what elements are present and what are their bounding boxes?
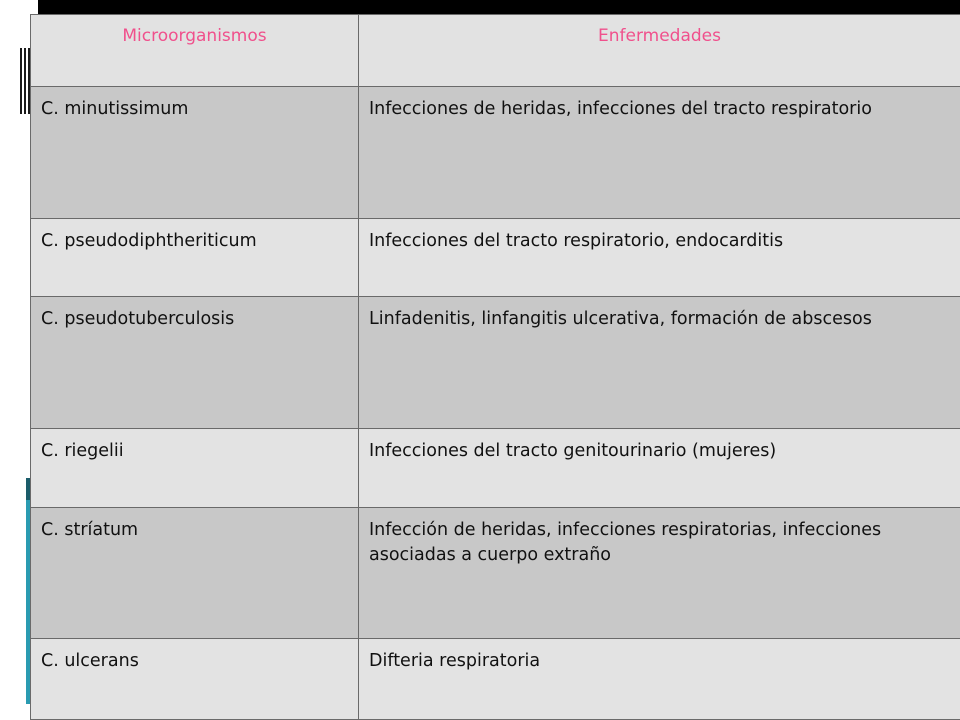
table-row (31, 297, 960, 429)
table-header-row (31, 15, 960, 87)
disease-cell: Infecciones de heridas, infecciones del tracto respiratorio (359, 87, 960, 219)
organism-cell: C. stríatum (31, 507, 359, 639)
header-microorganismos: Microorganismos (31, 15, 359, 87)
disease-cell: Difteria respiratoria (359, 639, 960, 720)
header-enfermedades: Enfermedades (359, 15, 960, 87)
table-row (31, 429, 960, 508)
table-row (31, 507, 960, 639)
organism-cell: C. riegelii (31, 429, 359, 508)
organism-cell: C. pseudodiphtheriticum (31, 218, 359, 297)
table-row (31, 639, 960, 720)
organism-cell: C. pseudotuberculosis (31, 297, 359, 429)
organism-cell: C. ulcerans (31, 639, 359, 720)
disease-cell: Infección de heridas, infecciones respiratorias, infecciones asociadas a cuerpo extraño (359, 507, 960, 639)
top-bar-decoration (38, 0, 960, 14)
table-container (30, 14, 960, 720)
disease-cell: Infecciones del tracto genitourinario (mujeres) (359, 429, 960, 508)
organism-cell: C. minutissimum (31, 87, 359, 219)
slide-decoration-lines (20, 48, 30, 118)
table-row (31, 218, 960, 297)
table-row (31, 87, 960, 219)
disease-cell: Infecciones del tracto respiratorio, endocarditis (359, 218, 960, 297)
disease-cell: Linfadenitis, linfangitis ulcerativa, formación de abscesos (359, 297, 960, 429)
microorganisms-table (30, 14, 960, 720)
